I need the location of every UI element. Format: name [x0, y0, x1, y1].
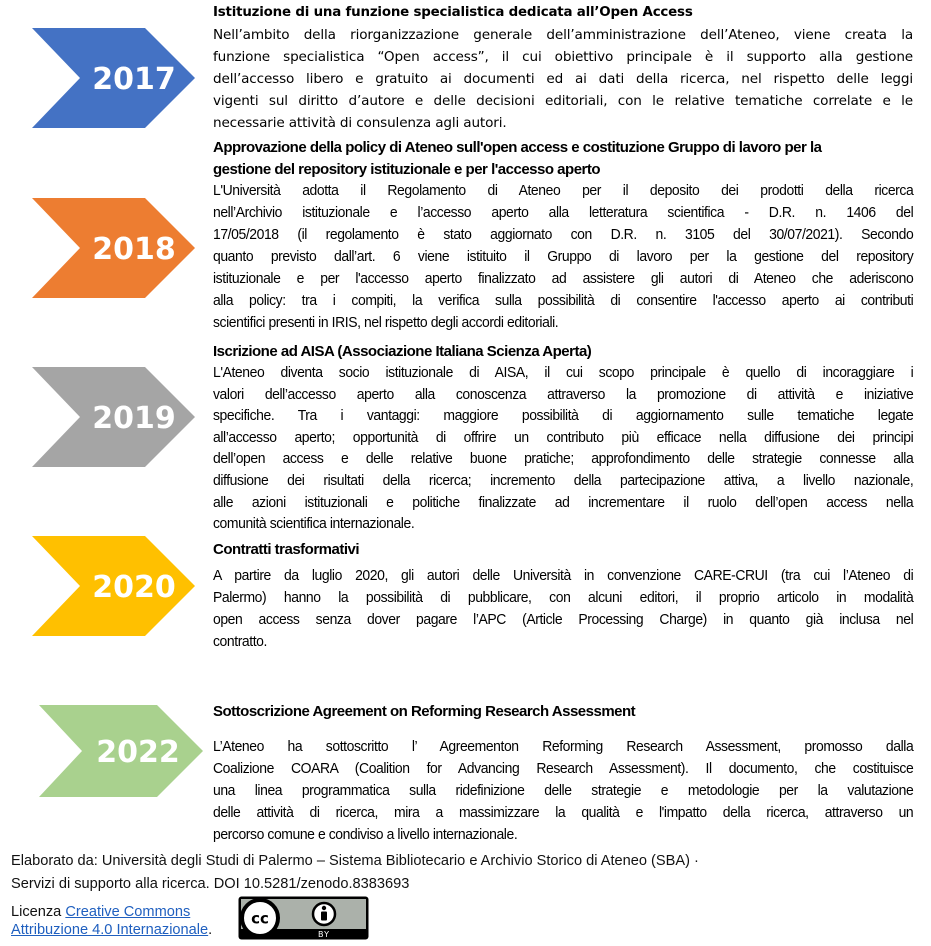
- body-line: specifiche. Tra i vantaggi: maggiore possibilità di aggiornamento sulle tematiche legate: [213, 407, 914, 425]
- body-line: dell’open access e delle relative buone pratiche; approfondimento delle strategie connesse alla: [213, 450, 914, 468]
- body-line: all’accesso aperto; opportunità di offrire un contributo più efficace nella diffusione dei principi: [213, 428, 914, 446]
- year-label: 2022: [96, 735, 180, 770]
- body-line: funzione specialistica “Open access”, il cui obiettivo principale è il supporto alla gestione: [213, 49, 913, 65]
- body-line: comunità scientifica internazionale.: [213, 515, 415, 533]
- body-line: 17/05/2018 (il regolamento è stato aggiornato con D.R. n. 3105 del 30/07/2021). Secondo: [213, 226, 914, 243]
- license-prefix: Licenza: [11, 904, 66, 920]
- section-title: Sottoscrizione Agreement on Reforming Research Assessment: [213, 703, 636, 720]
- body-line: Nell’ambito della riorganizzazione generale dell’amministrazione dell’Ateneo, viene creata la: [213, 27, 913, 43]
- cc-by-badge[interactable]: [238, 896, 369, 940]
- body-line: vigenti sul diritto d’autore e delle decisioni editoriali, con le relative tematiche correlate e le: [213, 93, 913, 109]
- credit-line: Elaborato da: Università degli Studi di Palermo – Sistema Bibliotecario e Archivio Storico di Ateneo (SBA) ·: [11, 853, 699, 869]
- year-arrow-2017: [32, 28, 196, 129]
- body-line: dell’accesso libero e gratuito ai documenti ed ai dati della ricerca, nel rispetto delle leggi: [213, 71, 913, 87]
- body-line: L'Università adotta il Regolamento di Ateneo per il deposito dei prodotti della ricerca: [213, 182, 914, 199]
- license-link-line2-anchor[interactable]: [11, 922, 208, 938]
- section-title: Iscrizione ad AISA (Associazione Italiana Scienza Aperta): [213, 343, 592, 360]
- timeline-section-2020: [213, 539, 913, 653]
- year-arrow-2022: [39, 705, 204, 798]
- body-line: quanto previsto dall’art. 6 viene istituito il Gruppo di lavoro per la gestione del repository: [213, 248, 914, 265]
- body-line: alla policy: tra i compiti, la verifica sulla possibilità di consentire l'accesso aperto ai contributi: [213, 292, 914, 309]
- body-line: contratto.: [213, 633, 267, 650]
- attribution-head: [322, 906, 326, 910]
- section-title: Approvazione della policy di Ateneo sull'open access e costituzione Gruppo di lavoro per la: [213, 139, 822, 156]
- year-arrow-2018: [32, 198, 196, 299]
- timeline-section-2017: [213, 2, 913, 134]
- by-text: BY: [318, 930, 330, 939]
- license-link-line2[interactable]: Attribuzione 4.0 Internazionale: [11, 922, 209, 938]
- body-line: Palermo) hanno la possibilità di pubblicare, con alcuni editori, il proprio articolo in modalità: [213, 589, 914, 606]
- year-arrow-2020: [32, 536, 196, 637]
- timeline-section-2022: [213, 701, 913, 846]
- body-line: nell’Archivio istituzionale e l’accesso aperto alla letteratura scientifica - D.R. n. 1406 del: [213, 204, 914, 221]
- year-arrow-2019: [32, 367, 196, 468]
- section-title: Contratti trasformativi: [213, 541, 360, 558]
- year-label: 2018: [92, 232, 176, 267]
- section-title: gestione del repository istituzionale e per l'accesso aperto: [213, 160, 601, 178]
- license-link[interactable]: [65, 904, 190, 920]
- body-line: valori dell’accesso aperto alla conoscenza attraverso la promozione di attività e iniziative: [213, 385, 914, 403]
- body-line: una linea programmatica sulla ridefinizione delle strategie e metodologie per la valutazione: [213, 782, 914, 799]
- license-text: [11, 903, 212, 939]
- body-line: diffusione dei risultati della ricerca; incremento della partecipazione attiva, a livello nazionale,: [213, 471, 914, 489]
- body-line: A partire da luglio 2020, gli autori delle Università in convenzione CARE-CRUI (tra cui l’Ateneo di: [213, 567, 914, 584]
- body-line: Coalizione COARA (Coalition for Advancing Research Assessment). Il documento, che costituisce: [213, 760, 914, 777]
- body-line: necessarie attività di consulenza agli autori.: [213, 115, 507, 131]
- timeline-section-2019: [213, 341, 913, 535]
- body-line: istituzionale e per l'accesso aperto finalizzato ad assistere gli autori di Ateneo che aderiscono: [213, 270, 914, 287]
- body-line: alle azioni istituzionali e politiche finalizzate ad incrementare il ruolo dell’open access nella: [213, 493, 914, 511]
- attribution-body: [321, 912, 327, 921]
- section-title: Istituzione di una funzione specialistica dedicata all’Open Access: [213, 5, 693, 20]
- doi-line: Servizi di supporto alla ricerca. DOI 10.5281/zenodo.8383693: [11, 876, 410, 892]
- body-line: delle attività di ricerca, mira a massimizzare la qualità e l'impatto della ricerca, attraverso un: [213, 804, 914, 821]
- year-label: 2019: [92, 401, 176, 436]
- license-link-line1[interactable]: Creative Commons: [65, 904, 191, 920]
- timeline-section-2018: [213, 137, 913, 334]
- body-line: open access senza dover pagare l’APC (Article Processing Charge) in quanto già inclusa nel: [213, 611, 914, 628]
- body-line: L'Ateneo diventa socio istituzionale di AISA, il cui scopo principale è quello di incoraggiare i: [213, 364, 914, 381]
- license-suffix: .: [208, 922, 213, 938]
- body-line: scientifici presenti in IRIS, nel rispetto degli accordi editoriali.: [213, 314, 559, 331]
- cc-text: cc: [251, 909, 269, 928]
- body-line: percorso comune e condiviso a livello internazionale.: [213, 826, 518, 843]
- year-label: 2017: [92, 62, 176, 97]
- body-line: L’Ateneo ha sottoscritto l’ Agreementon Reforming Research Assessment, promosso dalla: [213, 738, 914, 755]
- year-label: 2020: [92, 570, 176, 605]
